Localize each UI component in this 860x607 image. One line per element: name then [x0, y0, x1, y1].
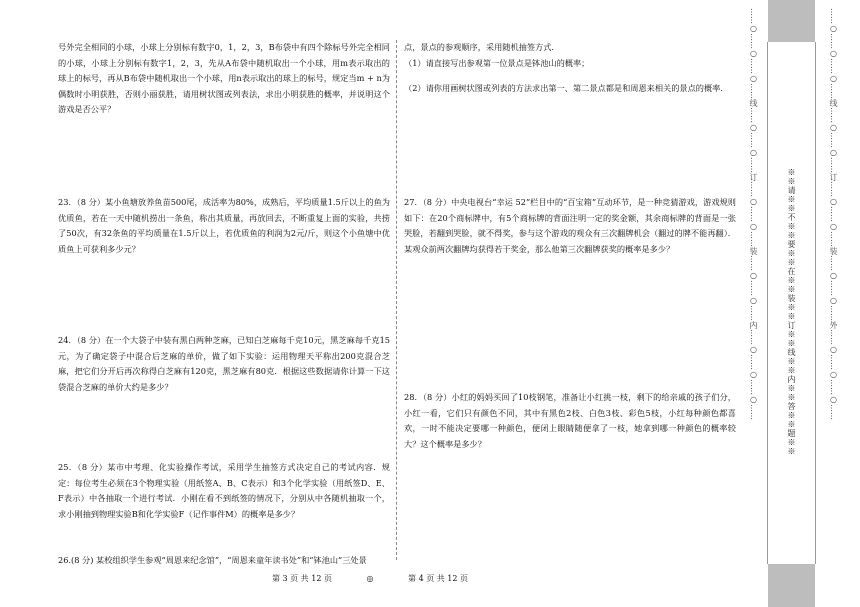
- page-footer: [0, 573, 740, 584]
- binding-strip-top: [768, 0, 815, 42]
- column-divider: [396, 40, 397, 560]
- question-26-continued: 点，景点的参观顺序，采用随机抽签方式．: [404, 42, 560, 52]
- left-page-number: 第 3 页 共 12 页: [271, 574, 332, 583]
- outer-dotted-line: ……○……○……○……线……○……○……订……○……○……装……○……○……外……○……○……○……: [829, 8, 838, 420]
- question-23: 23．（8 分）某小鱼塘放养鱼苗500尾，成活率为80%，成熟后，平均质量1.5斤以上的鱼为优质鱼，若在一天中随机捞出一条鱼，称出其质量，再放回去，不断重复上面的实验，共捞了50次，有32条鱼的平均质量在1.5斤以上，若优质鱼的利润为2元/斤，则这个小鱼塘中优质鱼上可获利多少元？: [58, 197, 390, 254]
- binding-strip-bottom: [768, 564, 815, 607]
- question-27: 27．（8 分）中央电视台“幸运 52”栏目中的“百宝箱”互动环节，是一种竞猜游戏，游戏规则如下：在20个商标牌中，有5个商标牌的背面注明一定的奖金额，其余商标牌的背面是一张哭脸，若翻到哭脸，就不得奖，参与这个游戏的观众有三次翻牌机会（翻过的牌不能再翻）．某观众前两次翻牌均获得若干奖金，那么他第三次翻牌获奖的概率是多少？: [404, 197, 736, 254]
- footer-separator: ◎: [366, 574, 374, 583]
- right-page-number: 第 4 页 共 12 页: [408, 574, 469, 583]
- question-26-part-2: （2）请你用画树状图或列表的方法求出第一、第二景点都是和周恩来相关的景点的概率．: [404, 83, 729, 93]
- question-28: 28．（8 分）小红的妈妈买回了10枝钢笔，准备让小红挑一枝，剩下的给亲戚的孩子们分，小红一看，它们只有颜色不同，其中有黑色2枝、白色3枝、彩色5枝，小红每种颜色都喜欢，一时不能决定要哪一种颜色，便闭上眼睛随便拿了一枝，她拿到哪一种颜色的概率较大？这个概率是多少？: [404, 392, 736, 449]
- binding-warning: ※※请※※不※※要※※在※※装※※订※※线※※内※※答※※题※※: [787, 168, 796, 456]
- question-26: 26.(8 分) 某校组织学生参观“周恩来纪念馆”，“周恩来童年读书处”和“钵池山”三处景: [58, 555, 367, 565]
- question-26-part-1: （1）请直接写出参观第一位景点是钵池山的概率；: [404, 58, 590, 68]
- inner-dotted-line: ……○……○……○……线……○……○……订……○……○……装……○……○……内……○……○……○……: [749, 8, 758, 420]
- question-25: 25．（8 分）某市中考理、化实验操作考试，采用学生抽签方式决定自己的考试内容．规定：每位考生必须在3个物理实验（用纸签A、B、C表示）和3个化学实验（用纸签D、E、F表示）中各抽取一个进行考试．小刚在看不到纸签的情况下，分别从中各随机抽取一个，求小刚抽到物理实验B和化学实验F（记作事件M）的概率是多少？: [58, 462, 390, 519]
- question-24: 24．（8 分）在一个大袋子中装有黑白两种芝麻，已知白芝麻每千克10元，黑芝麻每千克15元，为了确定袋子中混合后芝麻的单价，做了如下实验：运用物理天平称出200克混合芝麻，把它们分开后再次称得白芝麻有120克，黑芝麻有80克．根据这些数据请你计算一下这袋混合芝麻的单价大约是多少？: [58, 335, 390, 392]
- question-22-continued: 号外完全相同的小球，小球上分别标有数字0，1，2，3，B布袋中有四个除标号外完全相同的小球，小球上分别标有数字1，2，3，先从A布袋中随机取出一个小球，用m表示取出的球上的标号，再从B布袋中随机取出一个小球，用n表示取出的球上的标号，规定当m + n为偶数时小明获胜，否则小丽获胜，请用树状图或列表法，求出小明获胜的概率，并说明这个游戏是否公平？: [58, 42, 390, 114]
